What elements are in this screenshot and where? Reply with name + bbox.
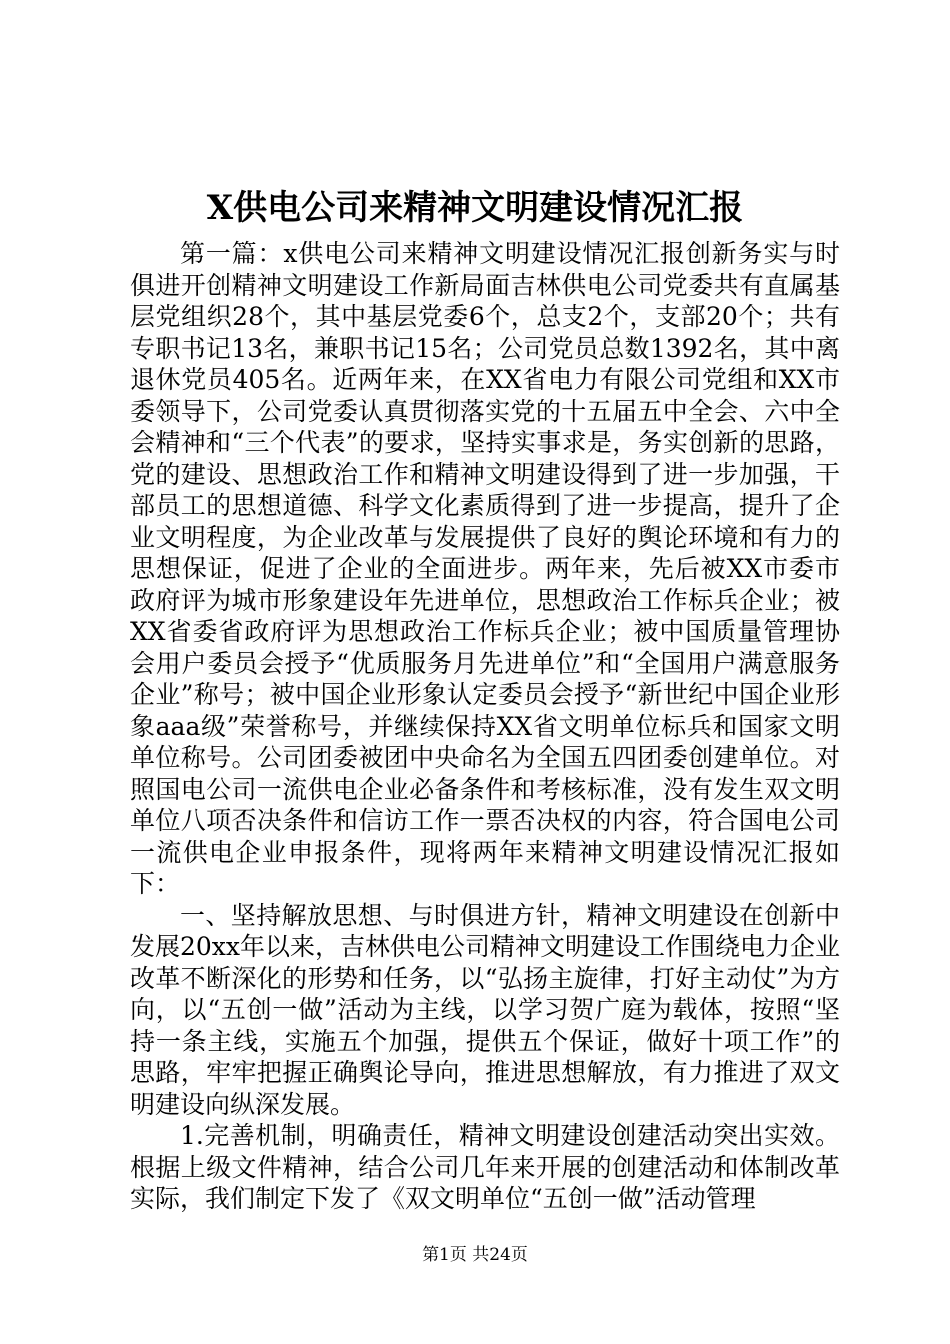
document-title: X供电公司来精神文明建设情况汇报 — [206, 188, 744, 228]
page-footer: 第1页 共24页 — [422, 1245, 528, 1265]
document-body — [130, 238, 840, 1215]
paragraph-intro: 第一篇：x供电公司来精神文明建设情况汇报创新务实与时俱进开创精神文明建设工作新局面吉林供电公司党委共有直属基层党组织28个，其中基层党委6个，总支2个，支部20个；共有专职书记13名，兼职书记15名；公司党员总数1392名，其中离退休党员405名。近两年来，在XX省电力有限公司党组和XX市委领导下，公司党委认真贯彻落实党的十五届五中全会、六中全会精神和“三个代表”的要求，坚持实事求是，务实创新的思路，党的建设、思想政治工作和精神文明建设得到了进一步加强，干部员工的思想道德、科学文化素质得到了进一步提高，提升了企业文明程度，为企业改革与发展提供了良好的舆论环境和有力的思想保证，促进了企业的全面进步。两年来，先后被XX市委市政府评为城市形象建设年先进单位，思想政治工作标兵企业；被XX省委省政府评为思想政治工作标兵企业；被中国质量管理协会用户委员会授予“优质服务月先进单位”和“全国用户满意服务企业”称号；被中国企业形象认定委员会授予“新世纪中国企业形象aaa级”荣誉称号，并继续保持XX省文明单位标兵和国家文明单位称号。公司团委被团中央命名为全国五四团委创建单位。对照国电公司一流供电企业必备条件和考核标准，没有发生双文明单位八项否决条件和信访工作一票否决权的内容，符合国电公司一流供电企业申报条件，现将两年来精神文明建设情况汇报如下： — [130, 239, 840, 898]
paragraph-item-one: 1.完善机制，明确责任，精神文明建设创建活动突出实效。根据上级文件精神，结合公司几年来开展的创建活动和体制改革实际，我们制定下发了《双文明单位“五创一做”活动管理 — [130, 1121, 840, 1213]
paragraph-section-one: 一、坚持解放思想、与时俱进方针，精神文明建设在创新中发展20xx年以来，吉林供电公司精神文明建设工作围绕电力企业改革不断深化的形势和任务，以“弘扬主旋律，打好主动仗”为方向，以“五创一做”活动为主线，以学习贺广庭为载体，按照“坚持一条主线，实施五个加强，提供五个保证，做好十项工作”的思路，牢牢把握正确舆论导向，推进思想解放，有力推进了双文明建设向纵深发展。 — [130, 900, 841, 1119]
